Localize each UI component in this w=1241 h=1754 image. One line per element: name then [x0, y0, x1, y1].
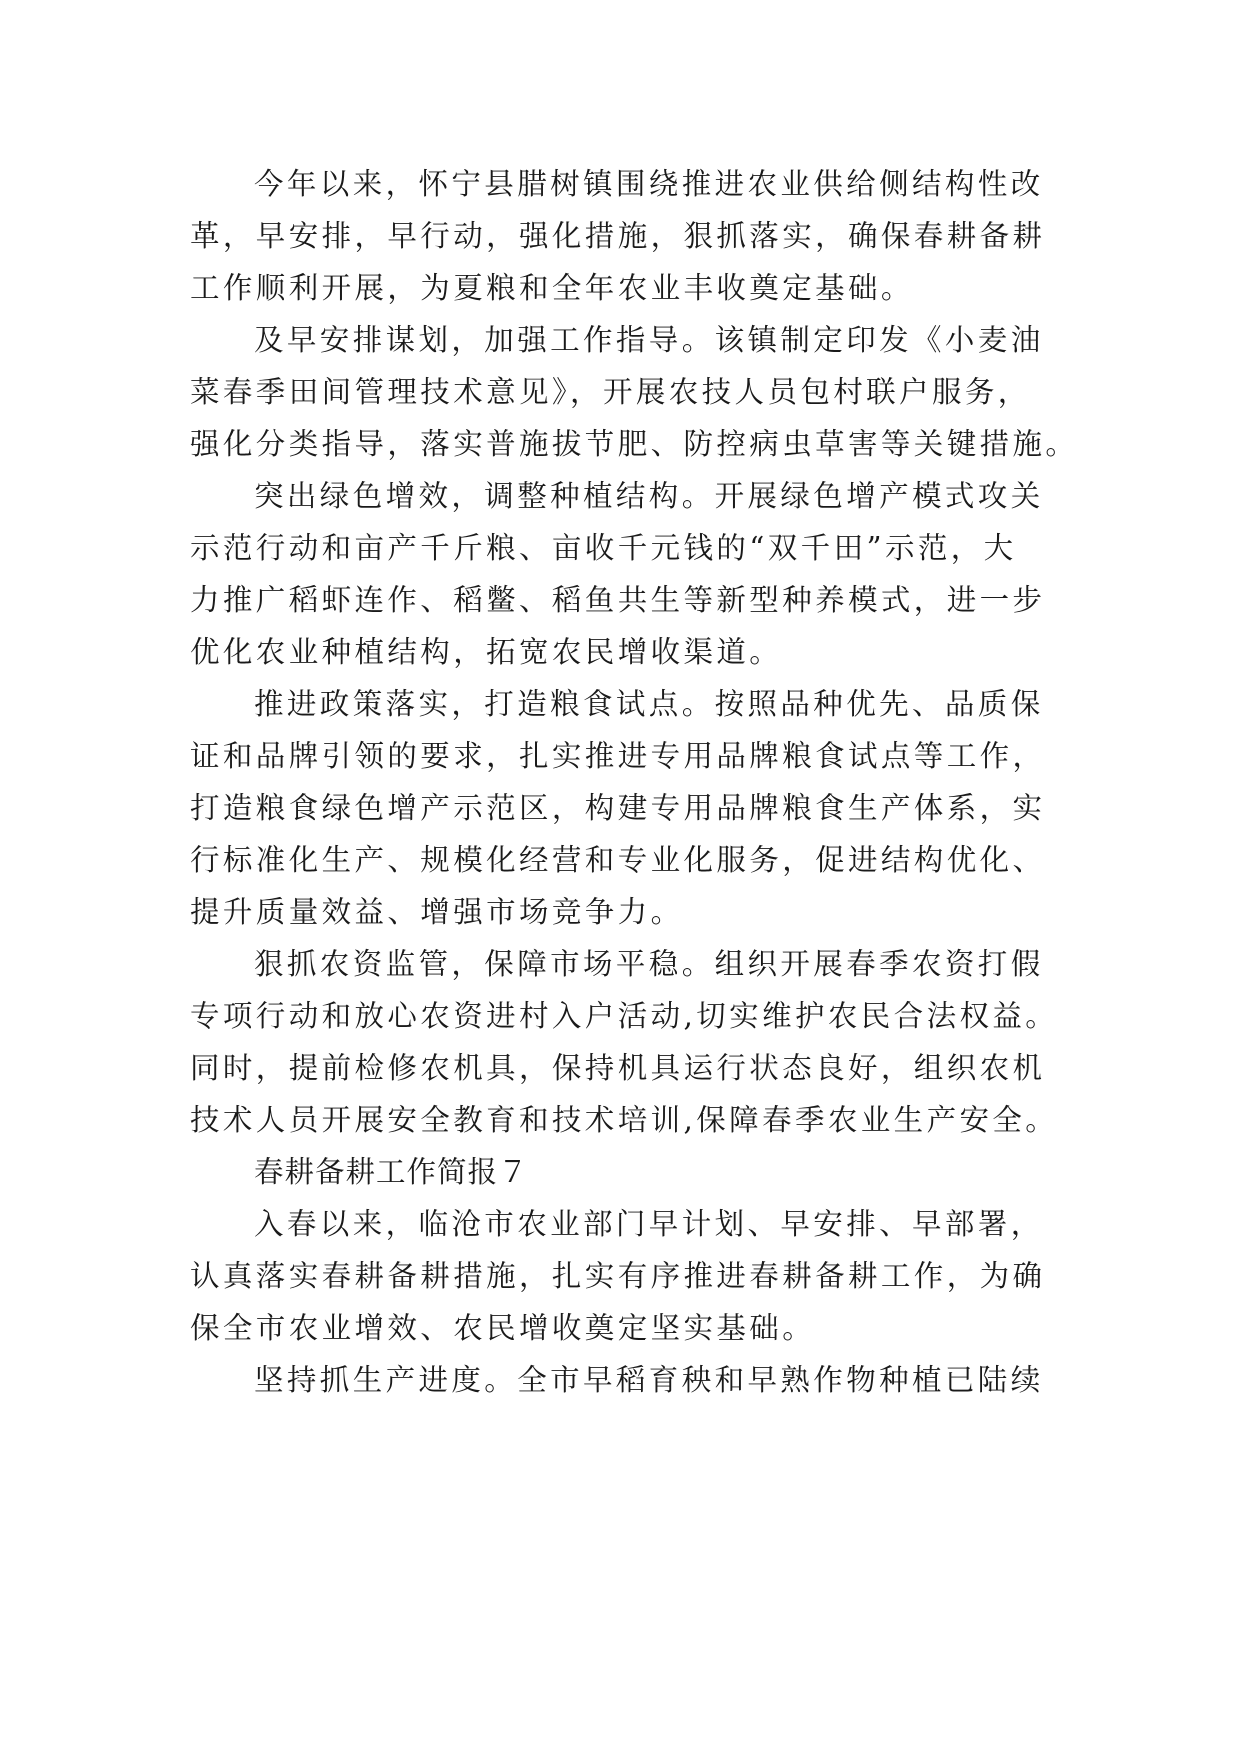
paragraph-line: 技术人员开展安全教育和技术培训,保障春季农业生产安全。 [190, 1103, 1059, 1137]
paragraph-line: 及早安排谋划，加强工作指导。该镇制定印发《小麦油 [254, 323, 1044, 357]
paragraph-line: 示范行动和亩产千斤粮、亩收千元钱的“双千田”示范，大 [190, 531, 1017, 565]
paragraph-line: 推进政策落实，打造粮食试点。按照品种优先、品质保 [254, 687, 1044, 721]
paragraph-line: 菜春季田间管理技术意见》，开展农技人员包村联户服务， [190, 375, 1031, 409]
paragraph-line: 力推广稻虾连作、稻鳖、稻鱼共生等新型种养模式，进一步 [190, 583, 1046, 617]
paragraph-line: 坚持抓生产进度。全市早稻育秧和早熟作物种植已陆续 [254, 1363, 1044, 1397]
paragraph-line: 同时，提前检修农机具，保持机具运行状态良好，组织农机 [190, 1051, 1046, 1085]
paragraph-line: 提升质量效益、增强市场竞争力。 [190, 895, 684, 929]
section-heading: 春耕备耕工作简报７ [254, 1155, 529, 1189]
paragraph-line: 入春以来，临沧市农业部门早计划、早安排、早部署， [254, 1207, 1044, 1241]
paragraph-line: 打造粮食绿色增产示范区，构建专用品牌粮食生产体系，实 [190, 791, 1046, 825]
paragraph-line: 今年以来，怀宁县腊树镇围绕推进农业供给侧结构性改 [254, 167, 1044, 201]
paragraph-line: 认真落实春耕备耕措施，扎实有序推进春耕备耕工作，为确 [190, 1259, 1046, 1293]
paragraph-line: 保全市农业增效、农民增收奠定坚实基础。 [190, 1311, 816, 1345]
paragraph-line: 突出绿色增效，调整种植结构。开展绿色增产模式攻关 [254, 479, 1044, 513]
paragraph-line: 行标准化生产、规模化经营和专业化服务，促进结构优化、 [190, 843, 1046, 877]
paragraph-line: 革，早安排，早行动，强化措施，狠抓落实，确保春耕备耕 [190, 219, 1046, 253]
paragraph-line: 优化农业种植结构，拓宽农民增收渠道。 [190, 635, 783, 669]
paragraph-line: 工作顺利开展，为夏粮和全年农业丰收奠定基础。 [190, 271, 914, 305]
paragraph-line: 证和品牌引领的要求，扎实推进专用品牌粮食试点等工作， [190, 739, 1046, 773]
paragraph-line: 专项行动和放心农资进村入户活动,切实维护农民合法权益。 [190, 999, 1059, 1033]
paragraph-line: 狠抓农资监管，保障市场平稳。组织开展春季农资打假 [254, 947, 1044, 981]
paragraph-line: 强化分类指导，落实普施拔节肥、防控病虫草害等关键措施。 [190, 427, 1079, 461]
document-body [190, 158, 1079, 1406]
